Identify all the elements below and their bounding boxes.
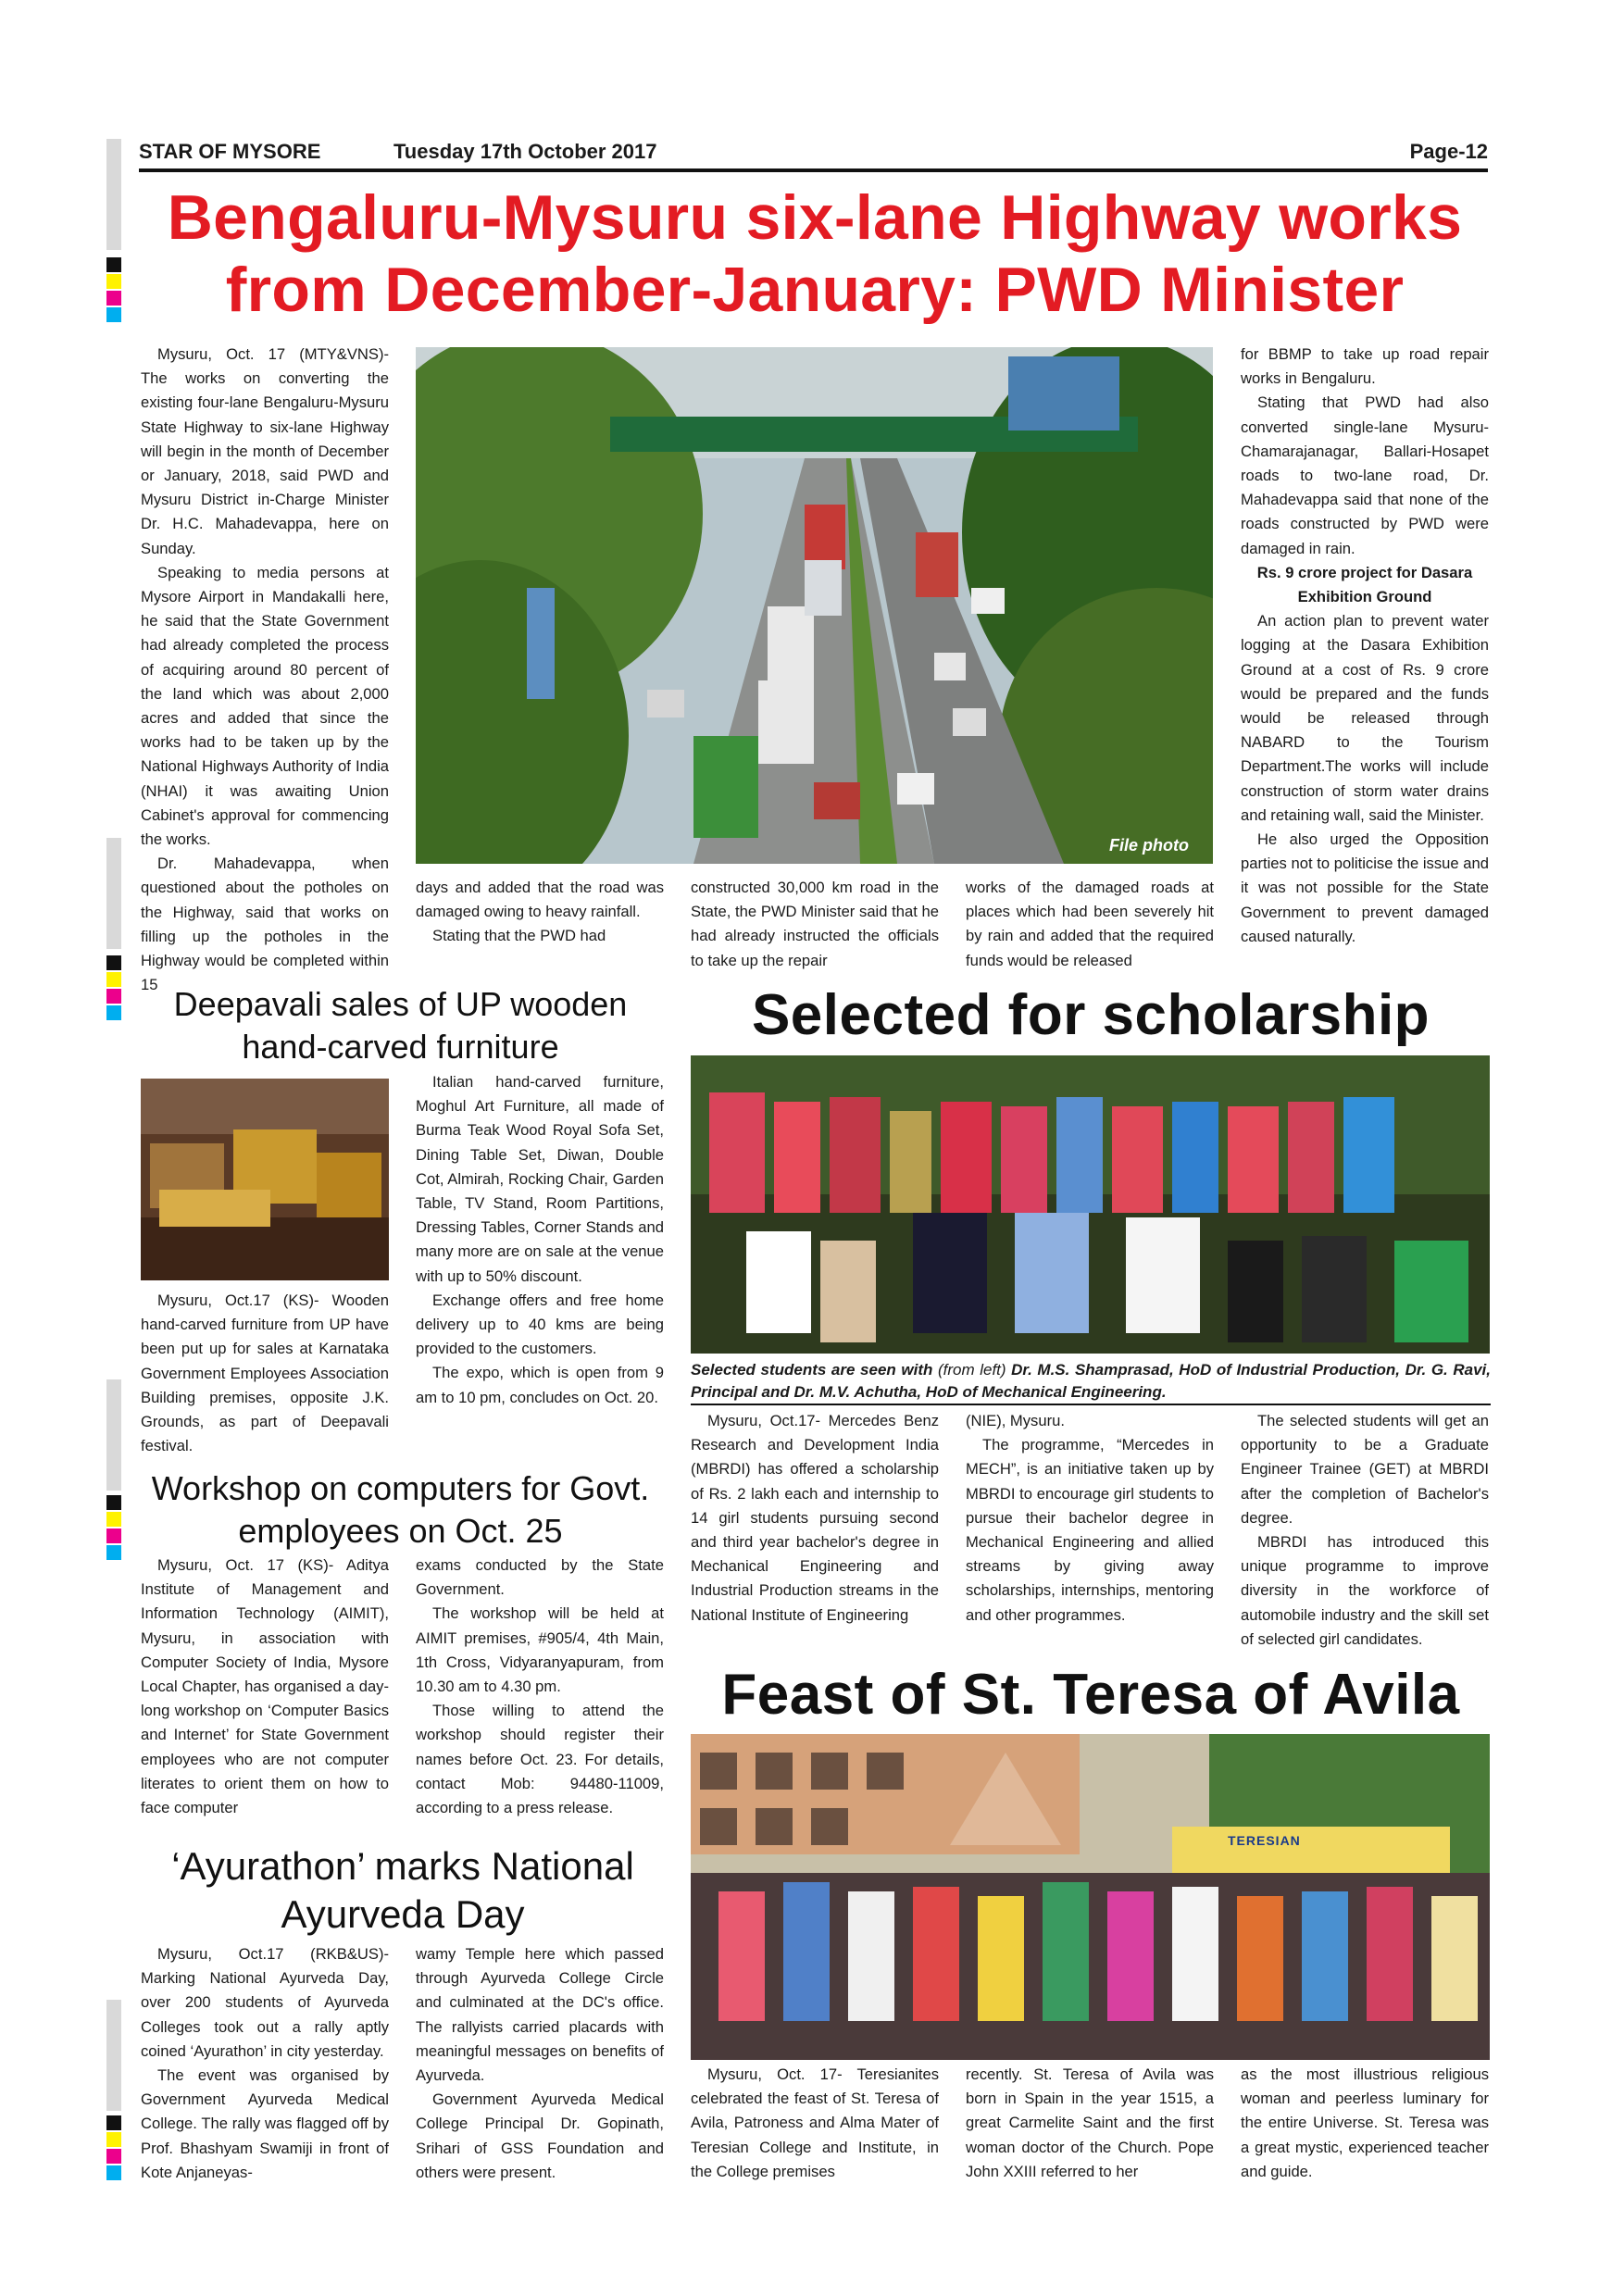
lead-column-3: [691, 876, 939, 973]
registration-bar-4: [106, 2000, 121, 2111]
registration-black: [106, 257, 121, 272]
teresa-col2-p1: recently. St. Teresa of Avila was born in Spain in the year 1515, a great Carmelite Saint and the first woman doctor of the Church. Pope John XXIII referred to her: [966, 2065, 1214, 2180]
bus-label: TERESIAN: [1228, 1833, 1301, 1848]
scholarship-col3-p2: MBRDI has introduced this unique programme to improve diversity in the workforce of automobile industry and the skill set of selected girl candidates.: [1241, 1533, 1489, 1648]
registration-yellow: [106, 274, 121, 289]
ayurathon-col1-p2: The event was organised by Government Ayurveda Medical College. The rally was flagged off by Prof. Bhashyam Swamiji in front of Kote Anjaneyas-: [141, 2066, 389, 2181]
teresa-column-1: [691, 2063, 939, 2184]
scholarship-col2-p1: (NIE), Mysuru.: [966, 1412, 1065, 1429]
masthead: STAR OF MYSORE: [139, 140, 321, 163]
scholarship-column-2: [966, 1409, 1214, 1628]
workshop-col2-p2: The workshop will be held at AIMIT premises, #905/4, 4th Main, 1th Cross, Vidyaranyapuram, from 10.30 am to 4.30 pm.: [416, 1604, 664, 1696]
registration-black-4: [106, 2115, 121, 2130]
ayurathon-col1-p1: Mysuru, Oct.17 (RKB&US)- Marking National Ayurveda Day, over 200 students of Ayurveda Colleges took out a rally aptly coined ‘Ayurathon’ in city yesterday.: [141, 1945, 389, 2060]
lead-col4-p1: works of the damaged roads at places which had been severely hit by rain and added that the required funds would be released: [966, 879, 1214, 969]
registration-magenta-3: [106, 1529, 121, 1543]
registration-black-3: [106, 1495, 121, 1510]
registration-cyan-4: [106, 2165, 121, 2180]
deepavali-col2-p3: The expo, which is open from 9 am to 10 pm, concludes on Oct. 20.: [416, 1364, 664, 1406]
registration-cyan-3: [106, 1545, 121, 1560]
workshop-col2-p1: exams conducted by the State Government.: [416, 1556, 664, 1599]
lead-col5-p3: An action plan to prevent water logging at the Dasara Exhibition Ground at a cost of Rs. 9 crore would be prepared and the funds would be released through NABARD to the Tourism Department.The works will include construction of storm water drains and retaining wall, said the Minister.: [1241, 612, 1489, 824]
workshop-column-1: [141, 1554, 389, 1820]
caption-rule: [691, 1404, 1491, 1405]
registration-magenta-4: [106, 2149, 121, 2164]
caption-from-left: (from left): [937, 1361, 1006, 1379]
ayurathon-col2-p1: wamy Temple here which passed through Ayurveda College Circle and culminated at the DC's office. The rallyists carried placards with meaningful messages on benefits of Ayurveda.: [416, 1945, 664, 2085]
lead-col5-p2: Stating that PWD had also converted single-lane Mysuru-Chamarajanagar, Ballari-Hosapet roads to two-lane road, Dr. Mahadevappa said that none of the roads constructed by PWD were damaged in rain.: [1241, 393, 1489, 557]
teresa-photo-art: [691, 1734, 1490, 2060]
page-number: Page-12: [1409, 140, 1488, 163]
deepavali-column-1: [141, 1289, 389, 1458]
lead-headline: Bengaluru-Mysuru six-lane Highway works from December-January: PWD Minister: [167, 182, 1463, 325]
deepavali-headline: Deepavali sales of UP wooden hand-carved furniture: [173, 985, 628, 1066]
lead-col2-p1: days and added that the road was damaged owing to heavy rainfall.: [416, 879, 664, 921]
workshop-headline: Workshop on computers for Govt. employees on Oct. 25: [151, 1469, 650, 1550]
ayurathon-col2-p2: Government Ayurveda Medical College Principal Dr. Gopinath, Srihari of GSS Foundation and others were present.: [416, 2090, 664, 2181]
workshop-col1-p1: Mysuru, Oct. 17 (KS)- Aditya Institute of Management and Information Technology (AIMIT), Mysuru, in association with Computer Society of India, Mysore Local Chapter, has organised a day-long workshop on ‘Computer Basics and Internet’ for State Government employees who are not computer literates to orient them on how to face computer: [141, 1556, 389, 1817]
deepavali-col2-p1: Italian hand-carved furniture, Moghul Art Furniture, all made of Burma Teak Wood Royal Sofa Set, Dining Table Set, Diwan, Double Cot, Almirah, Rocking Chair, Garden Table, TV Stand, Room Partitions, Dressing Tables, Corner Stands and many more are on sale at the venue with up to 50% discount.: [416, 1073, 664, 1285]
registration-yellow-4: [106, 2132, 121, 2147]
teresa-column-2: [966, 2063, 1214, 2184]
lead-subhead: Rs. 9 crore project for Dasara Exhibition Ground: [1256, 563, 1473, 606]
registration-cyan-2: [106, 1005, 121, 1020]
registration-yellow-2: [106, 972, 121, 987]
lead-column-2: [416, 876, 664, 949]
workshop-column-2: [416, 1554, 664, 1820]
lead-col1-p3: Dr. Mahadevappa, when questioned about the potholes on the Highway, said that works on filling up the potholes in the Highway would be completed within 15: [141, 855, 389, 994]
deepavali-column-2: [416, 1070, 664, 1410]
caption-names: Dr. M.S. Shamprasad, HoD of Industrial Production, Dr. G. Ravi, Principal and Dr. M.V. Achutha, HoD of Mechanical Engineering.: [691, 1361, 1491, 1401]
issue-date: Tuesday 17th October 2017: [394, 140, 657, 163]
lead-col2-p2: Stating that the PWD had: [432, 927, 606, 945]
highway-photo-art: [416, 347, 1213, 864]
scholarship-photo-art: [691, 1055, 1490, 1354]
scholarship-col3-p1: The selected students will get an opportunity to be a Graduate Engineer Trainee (GET) at MBRDI after the completion of Bachelor's degree.: [1241, 1412, 1489, 1527]
lead-col3-p1: constructed 30,000 km road in the State, the PWD Minister said that he had already instructed the officials to take up the repair: [691, 879, 939, 969]
ayurathon-column-2: [416, 1942, 664, 2185]
scholarship-caption: [691, 1359, 1491, 1404]
registration-yellow-3: [106, 1512, 121, 1527]
lead-column-1: [141, 343, 389, 997]
scholarship-headline: Selected for scholarship: [751, 983, 1430, 1047]
registration-magenta-2: [106, 989, 121, 1004]
header-rule: [139, 168, 1488, 172]
teresa-column-3: [1241, 2063, 1489, 2184]
teresa-feast-photo: [691, 1734, 1490, 2060]
teresa-headline: Feast of St. Teresa of Avila: [721, 1663, 1460, 1727]
furniture-photo-art: [141, 1079, 389, 1280]
scholarship-column-3: [1241, 1409, 1489, 1652]
registration-magenta: [106, 291, 121, 306]
lead-column-5: [1241, 343, 1489, 949]
lead-col5-p4: He also urged the Opposition parties not to politicise the issue and it was not possible for the State Government to prevent damaged caused naturally.: [1241, 830, 1489, 945]
lead-column-4: [966, 876, 1214, 973]
workshop-col2-p3: Those willing to attend the workshop should register their names before Oct. 23. For details, contact Mob: 94480-11009, according to a press release.: [416, 1702, 664, 1817]
ayurathon-headline: ‘Ayurathon’ marks National Ayurveda Day: [171, 1844, 634, 1936]
scholarship-col2-p2: The programme, “Mercedes in MECH”, is an initiative taken up by MBRDI to encourage girl students to pursue their bachelor degree in Mechanical Engineering and allied streams by giving away scholarships, internships, mentoring and other programmes.: [966, 1436, 1214, 1624]
scholarship-column-1: [691, 1409, 939, 1628]
registration-bar-3: [106, 1379, 121, 1491]
highway-traffic-photo: [416, 347, 1213, 864]
scholarship-group-photo: [691, 1055, 1490, 1354]
registration-bar-top: [106, 139, 121, 250]
lead-col1-p1: Mysuru, Oct. 17 (MTY&VNS)- The works on converting the existing four-lane Bengaluru-Mysuru State Highway to six-lane Highway will begin in the month of December or January, 2018, said PWD and Mysuru District in-Charge Minister Dr. H.C. Mahadevappa, here on Sunday.: [141, 345, 389, 557]
ayurathon-column-1: [141, 1942, 389, 2185]
teresa-col1-p1: Mysuru, Oct. 17- Teresianites celebrated the feast of St. Teresa of Avila, Patroness and Alma Mater of Teresian College and Institute, in the College premises: [691, 2065, 939, 2180]
furniture-photo: [141, 1079, 389, 1280]
lead-col1-p2: Speaking to media persons at Mysore Airport in Mandakalli here, he said that the State Government had already completed the process of acquiring around 80 percent of the land which was about 2,000 acres and added that since the works had to be taken up by the National Highways Authority of India (NHAI) it was awaiting Union Cabinet's approval for commencing the works.: [141, 563, 389, 849]
scholarship-col1-p1: Mysuru, Oct.17- Mercedes Benz Research and Development India (MBRDI) has offered a scholarship of Rs. 2 lakh each and internship to 14 girl students pursuing second and third year bachelor's degree in Mechanical Engineering and Industrial Production streams in the National Institute of Engineering: [691, 1412, 939, 1624]
deepavali-col1-p1: Mysuru, Oct.17 (KS)- Wooden hand-carved furniture from UP have been put up for sales at Karnataka Government Employees Association Building premises, opposite J.K. Grounds, as part of Deepavali festival.: [141, 1292, 389, 1455]
caption-lead: Selected students are seen with: [691, 1361, 933, 1379]
teresa-col3-p1: as the most illustrious religious woman and peerless luminary for the entire Universe. St. Teresa was a great mystic, experienced teacher and guide.: [1241, 2065, 1489, 2180]
lead-col5-p1: for BBMP to take up road repair works in Bengaluru.: [1241, 345, 1489, 388]
registration-cyan: [106, 307, 121, 322]
registration-bar-2: [106, 838, 121, 949]
photo-credit: File photo: [1109, 836, 1189, 855]
deepavali-col2-p2: Exchange offers and free home delivery up to 40 kms are being provided to the customers.: [416, 1291, 664, 1358]
registration-black-2: [106, 955, 121, 970]
